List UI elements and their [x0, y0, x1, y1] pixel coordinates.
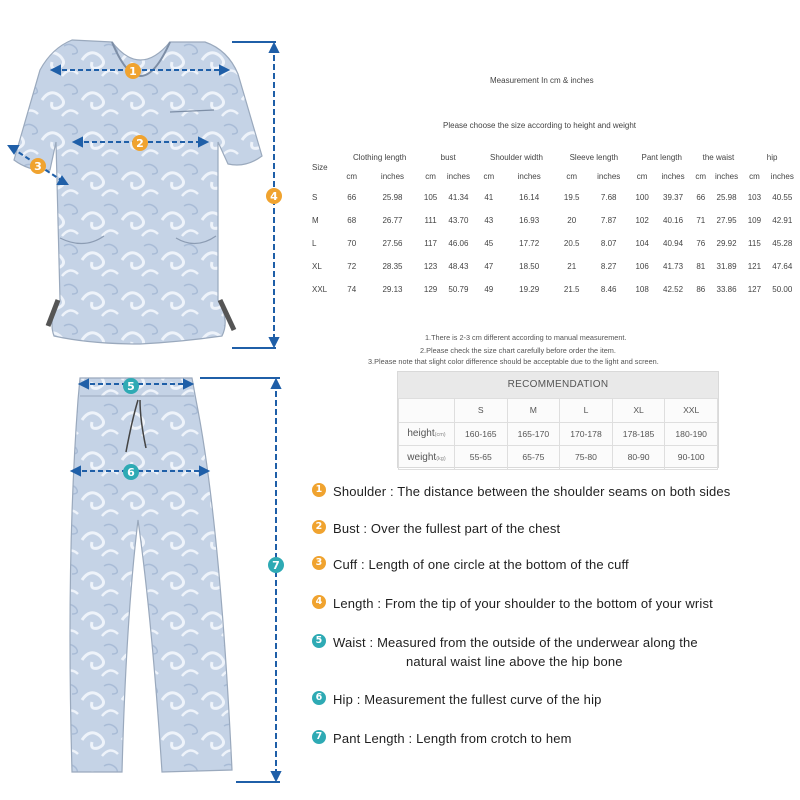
table-cell: 102 [635, 216, 649, 225]
col-shoulder-width: Shoulder width [489, 152, 543, 162]
unit-inches: inches [661, 171, 685, 181]
table-cell: 20 [567, 216, 577, 225]
legend-pant-length [312, 729, 572, 748]
table-row [306, 255, 800, 278]
table-cell: 68 [347, 216, 357, 225]
table-cell: 26.77 [382, 216, 403, 225]
marker-7 [268, 557, 284, 573]
table-cell: 66 [347, 193, 357, 202]
table-row [306, 232, 800, 255]
table-cell: 16.14 [519, 193, 540, 202]
unit-cm: cm [483, 171, 495, 181]
marker-3 [30, 158, 46, 174]
rec-height-value: 160-165 [455, 422, 508, 446]
table-cell: 7.68 [600, 193, 617, 202]
table-cell: 16.93 [519, 216, 540, 225]
table-cell: 18.50 [519, 262, 540, 271]
chart-title: Measurement In cm & inches [490, 76, 594, 85]
shirt-body [14, 40, 262, 344]
unit-inches: inches [517, 171, 541, 181]
recommendation-table [397, 371, 719, 468]
table-cell: 40.16 [663, 216, 684, 225]
table-cell: 17.72 [519, 239, 540, 248]
svg-text:5: 5 [127, 380, 135, 393]
table-cell: 31.89 [716, 262, 737, 271]
chart-subtitle: Please choose the size according to height and weight [443, 121, 637, 130]
table-cell: 81 [696, 262, 706, 271]
table-cell: 108 [635, 285, 649, 294]
table-cell: 43 [484, 216, 494, 225]
table-cell: 66 [696, 193, 706, 202]
table-cell: 45 [484, 239, 494, 248]
table-row [306, 209, 800, 232]
table-cell: 49 [484, 285, 494, 294]
note-1: 1.There is 2-3 cm different according to manual measurement. [425, 333, 627, 342]
legend-desc: The distance between the shoulder seams on both sides [397, 484, 731, 499]
table-cell: 41.34 [448, 193, 469, 202]
legend-term: Hip : [333, 692, 361, 707]
table-cell: 50.79 [448, 285, 469, 294]
legend-badge-4: 4 [312, 595, 326, 609]
size-label: S [312, 193, 318, 202]
svg-text:1: 1 [129, 65, 137, 78]
col-clothing-length: Clothing length [352, 152, 407, 162]
table-cell: 48.43 [448, 262, 469, 271]
table-cell: 127 [747, 285, 762, 294]
scrub-top-illustration [0, 30, 290, 360]
table-cell: 21 [567, 262, 577, 271]
unit-cm: cm [425, 171, 436, 181]
legend-waist [312, 633, 698, 671]
pants-body [70, 378, 232, 772]
marker-4 [266, 188, 282, 204]
table-row [306, 186, 800, 209]
table-cell: 71 [696, 216, 706, 225]
weight-label: weight [407, 451, 437, 463]
table-cell: 27.56 [382, 239, 403, 248]
legend-hip [312, 690, 601, 709]
table-cell: 86 [696, 285, 706, 294]
rec-height-value: 178-185 [612, 422, 665, 446]
legend-term: Bust : [333, 521, 368, 536]
table-cell: 104 [635, 239, 649, 248]
size-label: L [312, 239, 317, 248]
legend-desc-line2: natural waist line above the hip bone [406, 654, 623, 669]
scrub-pants-illustration [60, 370, 290, 795]
table-cell: 129 [423, 285, 438, 294]
table-cell: 7.87 [600, 216, 617, 225]
table-cell: 19.5 [563, 193, 580, 202]
size-label: M [312, 216, 319, 225]
table-cell: 8.07 [600, 239, 617, 248]
marker-2 [132, 135, 148, 151]
rec-size-row [399, 399, 718, 423]
col-pant-length: Pant length [641, 152, 682, 162]
table-cell: 72 [347, 262, 357, 271]
table-cell: 76 [696, 239, 706, 248]
legend-badge-5: 5 [312, 634, 326, 648]
legend-desc: Measurement the fullest curve of the hip [364, 692, 602, 707]
size-table [306, 148, 800, 301]
height-unit: (cm) [434, 432, 446, 439]
table-cell: 20.5 [563, 239, 580, 248]
table-cell: 121 [747, 262, 762, 271]
size-label: XL [312, 262, 322, 271]
table-cell: 33.86 [716, 285, 737, 294]
legend-term: Length : [333, 596, 382, 611]
table-cell: 27.95 [716, 216, 737, 225]
table-cell: 29.13 [382, 285, 403, 294]
unit-inches: inches [380, 171, 405, 181]
table-cell: 103 [747, 193, 762, 202]
svg-text:4: 4 [270, 190, 278, 203]
table-cell: 46.06 [448, 239, 469, 248]
rec-size: XL [612, 399, 665, 423]
table-cell: 39.37 [663, 193, 684, 202]
legend-term: Pant Length : [333, 731, 413, 746]
rec-size: M [507, 399, 560, 423]
size-table-body [306, 186, 800, 301]
table-cell: 70 [347, 239, 357, 248]
unit-inches: inches [770, 171, 794, 181]
table-cell: 25.98 [382, 193, 403, 202]
table-row [306, 278, 800, 301]
rec-height-value: 180-190 [665, 422, 718, 446]
table-cell: 123 [423, 262, 438, 271]
table-cell: 42.52 [663, 285, 684, 294]
rec-height-value: 170-178 [560, 422, 613, 446]
legend-bust [312, 519, 560, 538]
rec-weight-value: 65-75 [507, 446, 560, 470]
legend-term: Cuff : [333, 557, 365, 572]
table-cell: 29.92 [716, 239, 737, 248]
col-sleeve-length: Sleeve length [569, 152, 619, 162]
legend-desc: Measured from the outside of the underwear along the [377, 635, 698, 650]
unit-cm: cm [749, 171, 760, 181]
legend-term: Shoulder : [333, 484, 394, 499]
recommendation-title: RECOMMENDATION [398, 372, 718, 398]
table-cell: 105 [423, 193, 438, 202]
table-cell: 8.27 [600, 262, 617, 271]
rec-weight-label [399, 446, 455, 470]
weight-unit: (kg) [436, 455, 446, 462]
size-label: XXL [312, 285, 328, 294]
rec-weight-value: 55-65 [455, 446, 508, 470]
legend-desc: Over the fullest part of the chest [370, 521, 561, 536]
rec-height-row [399, 422, 718, 446]
table-cell: 19.29 [519, 285, 540, 294]
legend-desc: From the tip of your shoulder to the bottom of your wrist [384, 596, 713, 611]
rec-weight-row [399, 446, 718, 470]
rec-height-label [399, 422, 455, 446]
legend-desc: Length of one circle at the bottom of the cuff [368, 557, 629, 572]
legend-cuff [312, 555, 629, 574]
unit-cm: cm [695, 171, 707, 181]
table-cell: 41.73 [663, 262, 684, 271]
table-cell: 47 [484, 262, 494, 271]
table-cell: 111 [424, 216, 437, 225]
table-cell: 40.55 [772, 193, 793, 202]
unit-inches: inches [446, 171, 470, 181]
unit-cm: cm [346, 171, 358, 181]
table-cell: 115 [748, 239, 761, 248]
rec-height-value: 165-170 [507, 422, 560, 446]
legend-badge-3: 3 [312, 556, 326, 570]
table-cell: 40.94 [663, 239, 684, 248]
svg-text:7: 7 [272, 559, 280, 572]
marker-5 [123, 378, 139, 394]
table-cell: 109 [747, 216, 762, 225]
unit-inches: inches [714, 171, 739, 181]
unit-cm: cm [566, 171, 578, 181]
table-cell: 41 [484, 193, 494, 202]
legend-term: Waist : [333, 635, 374, 650]
legend-badge-6: 6 [312, 691, 326, 705]
table-cell: 106 [635, 262, 649, 271]
svg-text:6: 6 [127, 466, 135, 479]
rec-weight-value: 80-90 [612, 446, 665, 470]
recommendation-grid [398, 398, 718, 470]
rec-weight-value: 75-80 [560, 446, 613, 470]
svg-text:3: 3 [34, 160, 42, 173]
marker-6 [123, 464, 139, 480]
note-3: 3.Please note that slight color difference should be acceptable due to the light and screen. [368, 357, 659, 366]
table-cell: 25.98 [716, 193, 737, 202]
unit-cm: cm [636, 171, 648, 181]
rec-size: S [455, 399, 508, 423]
legend-badge-1: 1 [312, 483, 326, 497]
unit-inches: inches [597, 171, 621, 181]
svg-text:2: 2 [136, 137, 144, 150]
col-waist: the waist [702, 152, 735, 162]
size-header: Size [312, 162, 328, 172]
rec-corner [399, 399, 455, 423]
legend-desc: Length from crotch to hem [416, 731, 572, 746]
table-cell: 117 [424, 239, 437, 248]
table-cell: 28.35 [382, 262, 403, 271]
col-bust: bust [440, 152, 456, 162]
col-hip: hip [766, 152, 778, 162]
unit-row [306, 166, 800, 186]
legend-shoulder [312, 482, 730, 501]
legend-length [312, 594, 713, 613]
table-cell: 45.28 [772, 239, 793, 248]
rec-size: L [560, 399, 613, 423]
table-cell: 43.70 [448, 216, 469, 225]
table-cell: 42.91 [772, 216, 793, 225]
legend-badge-7: 7 [312, 730, 326, 744]
rec-weight-value: 90-100 [665, 446, 718, 470]
marker-1 [125, 63, 141, 79]
table-cell: 100 [635, 193, 649, 202]
table-cell: 8.46 [600, 285, 617, 294]
height-label: height [407, 428, 435, 440]
table-cell: 47.64 [772, 262, 793, 271]
legend-badge-2: 2 [312, 520, 326, 534]
table-cell: 74 [347, 285, 357, 294]
table-cell: 50.00 [772, 285, 793, 294]
table-cell: 21.5 [563, 285, 580, 294]
rec-size: XXL [665, 399, 718, 423]
note-2: 2.Please check the size chart carefully before order the item. [420, 346, 616, 355]
